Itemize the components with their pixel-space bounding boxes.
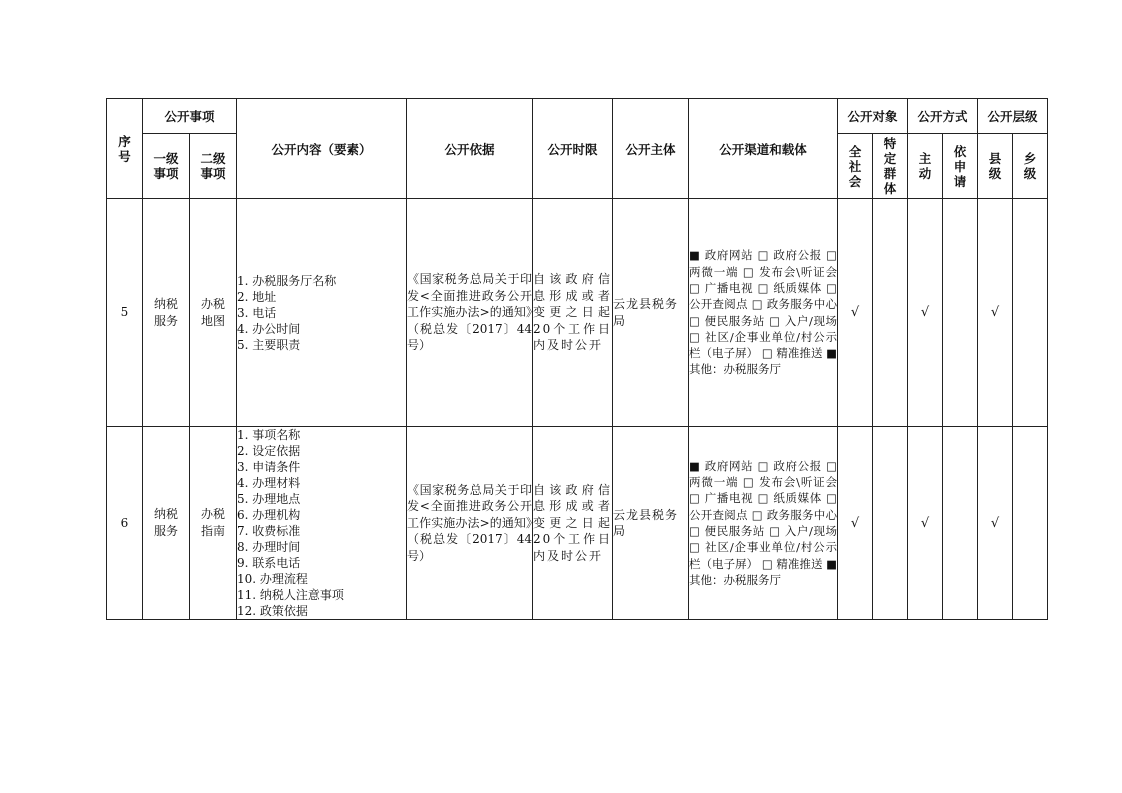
cell-method-request	[943, 427, 978, 620]
header-time-limit: 公开时限	[533, 99, 613, 199]
content-line: 12. 政策依据	[237, 604, 308, 618]
cell-item-l2: 办税指南	[190, 427, 237, 620]
cell-basis: 《国家税务总局关于印发<全面推进政务公开工作实施办法>的通知》（税总发〔2017〕44号）	[407, 427, 533, 620]
content-line: 1. 办税服务厅名称	[237, 273, 337, 288]
cell-audience-specific	[873, 199, 908, 427]
content-line: 5. 办理地点	[237, 492, 301, 506]
content-line: 4. 办理材料	[237, 476, 301, 490]
cell-level-township	[1013, 427, 1048, 620]
header-level-county: 县级	[978, 134, 1013, 199]
header-channel: 公开渠道和载体	[689, 99, 838, 199]
content-line: 3. 申请条件	[237, 460, 301, 474]
content-line: 10. 办理流程	[237, 572, 308, 586]
cell-content	[237, 427, 407, 620]
cell-level-county: √	[978, 199, 1013, 427]
cell-method-active: √	[908, 427, 943, 620]
content-line: 3. 电话	[237, 305, 277, 320]
header-basis: 公开依据	[407, 99, 533, 199]
cell-item-l1: 纳税服务	[143, 199, 190, 427]
cell-subject: 云龙县税务局	[613, 199, 689, 427]
header-audience-group: 公开对象	[838, 99, 908, 134]
cell-time-limit: 自该政府信息形成或者变更之日起20个工作日内及时公开	[533, 427, 613, 620]
content-line: 7. 收费标准	[237, 524, 301, 538]
header-level-group: 公开层级	[978, 99, 1048, 134]
table-row	[107, 427, 1048, 620]
header-audience-specific: 特定群体	[873, 134, 908, 199]
content-line: 1. 事项名称	[237, 428, 301, 442]
cell-audience-all: √	[838, 199, 873, 427]
cell-audience-specific	[873, 427, 908, 620]
content-line: 6. 办理机构	[237, 508, 301, 522]
disclosure-table	[106, 98, 1048, 620]
cell-seq: 6	[107, 427, 143, 620]
content-line: 9. 联系电话	[237, 556, 301, 570]
cell-audience-all: √	[838, 427, 873, 620]
cell-item-l2: 办税地图	[190, 199, 237, 427]
content-line: 4. 办公时间	[237, 321, 301, 336]
header-content: 公开内容（要素）	[237, 99, 407, 199]
header-method-group: 公开方式	[908, 99, 978, 134]
header-subject: 公开主体	[613, 99, 689, 199]
cell-method-active: √	[908, 199, 943, 427]
cell-method-request	[943, 199, 978, 427]
table-row	[107, 199, 1048, 427]
cell-content	[237, 199, 407, 427]
header-item-group: 公开事项	[143, 99, 237, 134]
header-method-active: 主动	[908, 134, 943, 199]
cell-level-township	[1013, 199, 1048, 427]
cell-item-l1: 纳税服务	[143, 427, 190, 620]
header-method-request: 依申请	[943, 134, 978, 199]
header-row-1	[107, 99, 1048, 134]
content-line: 2. 设定依据	[237, 444, 301, 458]
header-item-l1: 一级事项	[143, 134, 190, 199]
cell-level-county: √	[978, 427, 1013, 620]
header-seq: 序号	[107, 99, 143, 199]
header-audience-all: 全社会	[838, 134, 873, 199]
content-line: 11. 纳税人注意事项	[237, 588, 344, 602]
cell-basis: 《国家税务总局关于印发<全面推进政务公开工作实施办法>的通知》（税总发〔2017〕44号）	[407, 199, 533, 427]
cell-subject: 云龙县税务局	[613, 427, 689, 620]
cell-channel: ■ 政府网站 □ 政府公报 □ 两微一端 □ 发布会\听证会 □ 广播电视 □ 纸质媒体 □ 公开查阅点 □ 政务服务中心 □ 便民服务站 □ 入户/现场 □ 社区/企事业单位/村公示栏（电子屏） □ 精准推送 ■ 其他：办税服务厅	[689, 199, 838, 427]
content-line: 5. 主要职责	[237, 337, 301, 352]
content-line: 2. 地址	[237, 289, 277, 304]
header-item-l2: 二级事项	[190, 134, 237, 199]
cell-channel: ■ 政府网站 □ 政府公报 □ 两微一端 □ 发布会\听证会 □ 广播电视 □ 纸质媒体 □ 公开查阅点 □ 政务服务中心 □ 便民服务站 □ 入户/现场 □ 社区/企事业单位/村公示栏（电子屏） □ 精准推送 ■ 其他：办税服务厅	[689, 427, 838, 620]
cell-seq: 5	[107, 199, 143, 427]
header-level-township: 乡级	[1013, 134, 1048, 199]
cell-time-limit: 自该政府信息形成或者变更之日起20个工作日内及时公开	[533, 199, 613, 427]
content-line: 8. 办理时间	[237, 540, 301, 554]
